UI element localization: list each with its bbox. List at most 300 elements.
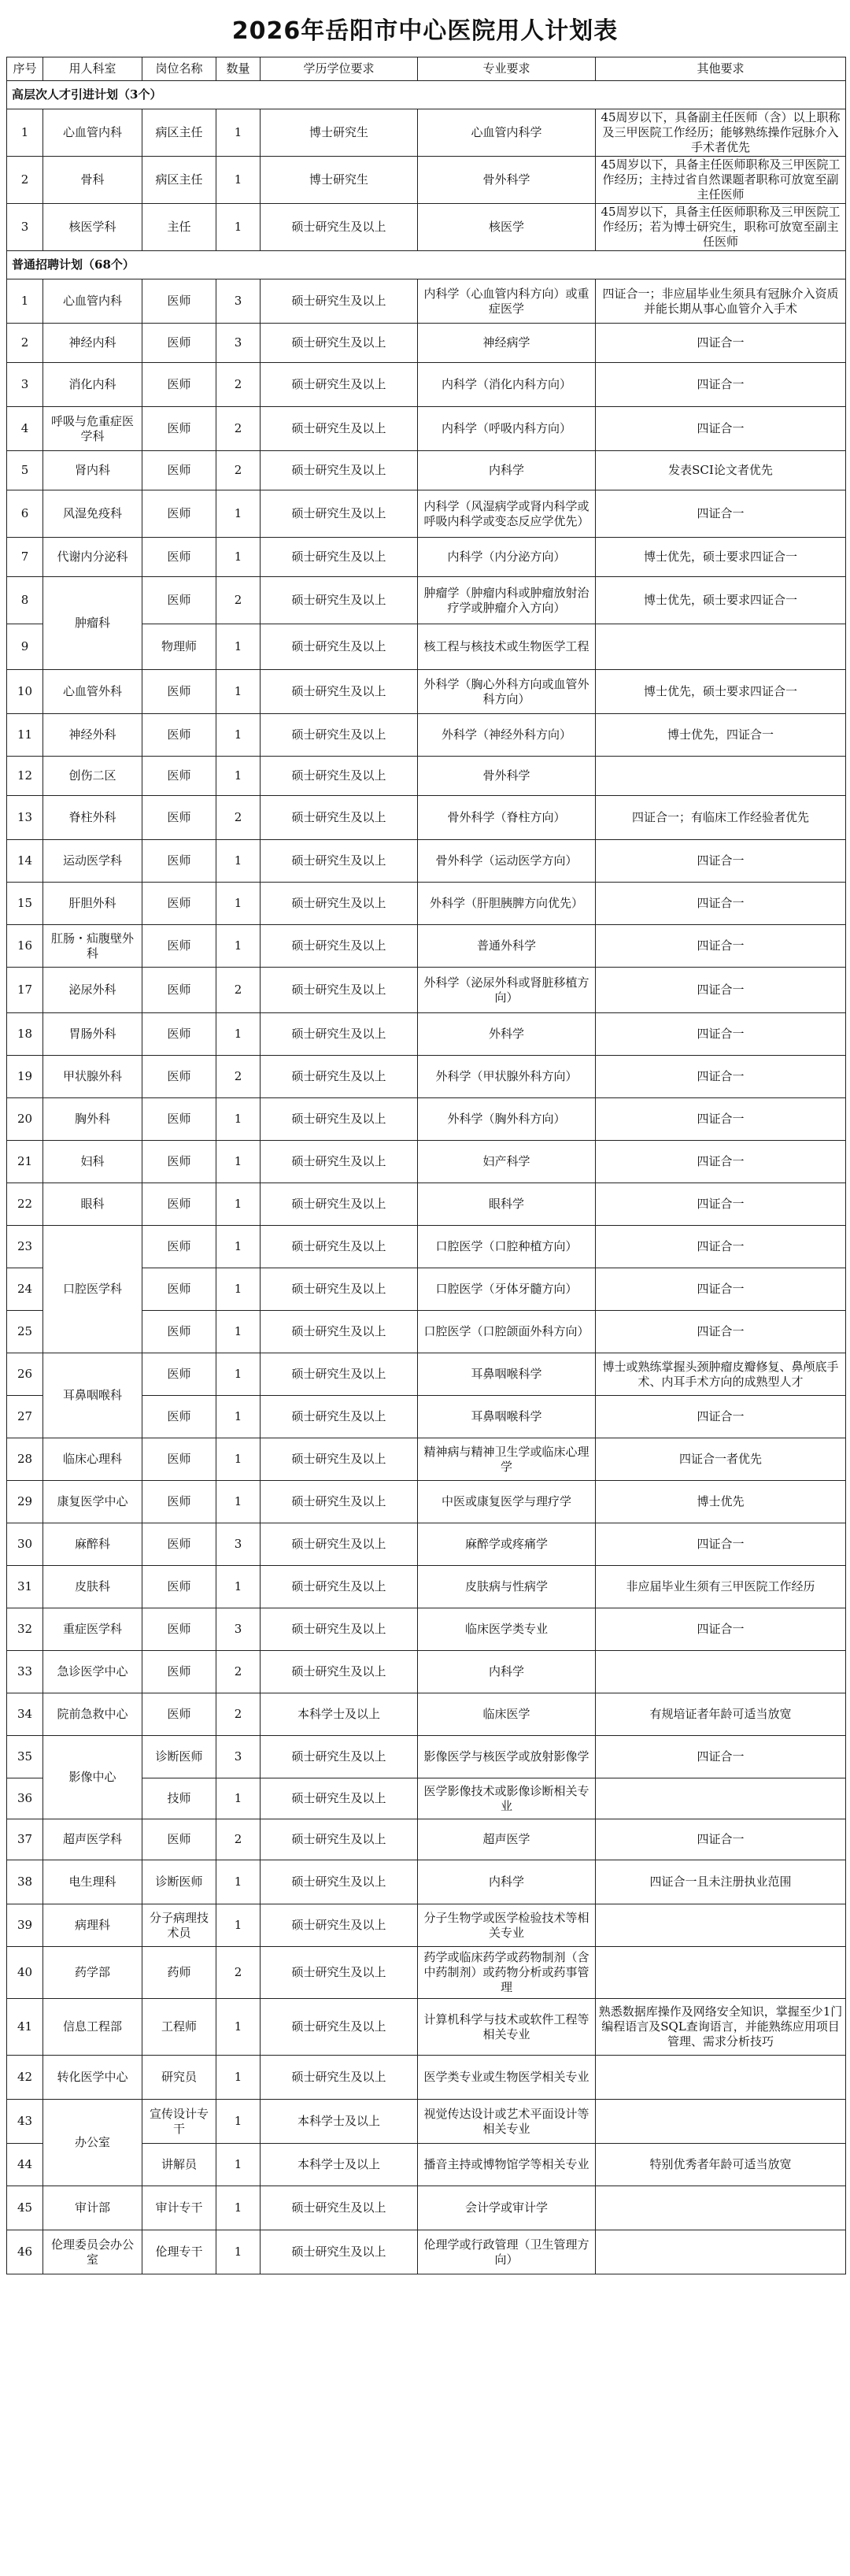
cell-post: 医师 xyxy=(142,1396,216,1438)
cell-other: 四证合一；非应届毕业生须具有冠脉介入资质并能长期从事心血管介入手术 xyxy=(596,279,846,324)
table-row xyxy=(7,2100,846,2144)
cell-major: 妇产科学 xyxy=(418,1141,596,1183)
cell-other xyxy=(596,1651,846,1693)
cell-dept: 病理科 xyxy=(43,1904,142,1947)
cell-major: 药学或临床药学或药物制剂（含中药制剂）或药物分析或药事管理 xyxy=(418,1947,596,1999)
section-header-row xyxy=(7,81,846,109)
cell-post: 研究员 xyxy=(142,2056,216,2100)
cell-major: 骨外科学（运动医学方向） xyxy=(418,840,596,883)
cell-no: 45 xyxy=(7,2186,43,2230)
cell-edu: 硕士研究生及以上 xyxy=(261,1438,418,1481)
cell-no: 8 xyxy=(7,577,43,624)
cell-other xyxy=(596,2186,846,2230)
cell-dept: 办公室 xyxy=(43,2100,142,2186)
cell-qty: 2 xyxy=(216,407,261,451)
table-row xyxy=(7,451,846,490)
table-row xyxy=(7,883,846,925)
cell-qty: 1 xyxy=(216,2056,261,2100)
cell-other xyxy=(596,1778,846,1819)
cell-other: 有规培证者年龄可适当放宽 xyxy=(596,1693,846,1736)
cell-major: 计算机科学与技术或软件工程等相关专业 xyxy=(418,1999,596,2056)
cell-post: 医师 xyxy=(142,1693,216,1736)
cell-post: 医师 xyxy=(142,1481,216,1523)
cell-edu: 硕士研究生及以上 xyxy=(261,279,418,324)
cell-no: 46 xyxy=(7,2230,43,2274)
table-row xyxy=(7,490,846,538)
cell-qty: 1 xyxy=(216,1098,261,1141)
cell-no: 9 xyxy=(7,624,43,670)
page-title: 2026年岳阳市中心医院用人计划表 xyxy=(231,17,619,45)
cell-edu: 硕士研究生及以上 xyxy=(261,796,418,840)
cell-dept: 康复医学中心 xyxy=(43,1481,142,1523)
table-row xyxy=(7,157,846,204)
cell-other: 四证合一 xyxy=(596,1311,846,1353)
cell-no: 14 xyxy=(7,840,43,883)
cell-qty: 1 xyxy=(216,1226,261,1268)
cell-edu: 硕士研究生及以上 xyxy=(261,1778,418,1819)
cell-no: 22 xyxy=(7,1183,43,1226)
cell-major: 内科学（呼吸内科方向） xyxy=(418,407,596,451)
cell-other: 四证合一；有临床工作经验者优先 xyxy=(596,796,846,840)
cell-no: 27 xyxy=(7,1396,43,1438)
cell-dept: 重症医学科 xyxy=(43,1608,142,1651)
cell-post: 医师 xyxy=(142,1098,216,1141)
cell-other: 四证合一 xyxy=(596,840,846,883)
cell-other: 发表SCI论文者优先 xyxy=(596,451,846,490)
cell-major: 核工程与核技术或生物医学工程 xyxy=(418,624,596,670)
cell-dept: 神经外科 xyxy=(43,714,142,757)
cell-dept: 信息工程部 xyxy=(43,1999,142,2056)
cell-major: 外科学（甲状腺外科方向） xyxy=(418,1056,596,1098)
cell-major: 普通外科学 xyxy=(418,925,596,968)
cell-major: 临床医学类专业 xyxy=(418,1608,596,1651)
cell-post: 医师 xyxy=(142,1226,216,1268)
cell-dept: 麻醉科 xyxy=(43,1523,142,1566)
cell-other: 四证合一 xyxy=(596,1226,846,1268)
table-row xyxy=(7,1523,846,1566)
cell-dept: 脊柱外科 xyxy=(43,796,142,840)
cell-post: 医师 xyxy=(142,1608,216,1651)
cell-qty: 1 xyxy=(216,1438,261,1481)
cell-qty: 2 xyxy=(216,1056,261,1098)
cell-post: 工程师 xyxy=(142,1999,216,2056)
cell-no: 7 xyxy=(7,538,43,577)
cell-edu: 硕士研究生及以上 xyxy=(261,1819,418,1860)
cell-edu: 硕士研究生及以上 xyxy=(261,1523,418,1566)
cell-qty: 1 xyxy=(216,1141,261,1183)
cell-qty: 3 xyxy=(216,1736,261,1778)
cell-major: 耳鼻咽喉科学 xyxy=(418,1353,596,1396)
cell-no: 33 xyxy=(7,1651,43,1693)
cell-edu: 硕士研究生及以上 xyxy=(261,757,418,796)
cell-no: 42 xyxy=(7,2056,43,2100)
header-dept: 用人科室 xyxy=(43,57,142,81)
cell-no: 44 xyxy=(7,2144,43,2186)
cell-post: 医师 xyxy=(142,363,216,407)
cell-dept: 影像中心 xyxy=(43,1736,142,1819)
cell-no: 40 xyxy=(7,1947,43,1999)
table-row xyxy=(7,1860,846,1904)
cell-no: 5 xyxy=(7,451,43,490)
cell-major: 中医或康复医学与理疗学 xyxy=(418,1481,596,1523)
table-row xyxy=(7,1947,846,1999)
cell-other: 四证合一 xyxy=(596,1608,846,1651)
cell-no: 26 xyxy=(7,1353,43,1396)
cell-edu: 硕士研究生及以上 xyxy=(261,1651,418,1693)
cell-edu: 硕士研究生及以上 xyxy=(261,363,418,407)
cell-post: 诊断医师 xyxy=(142,1860,216,1904)
cell-post: 医师 xyxy=(142,407,216,451)
cell-edu: 硕士研究生及以上 xyxy=(261,577,418,624)
cell-other xyxy=(596,1947,846,1999)
cell-major: 外科学（泌尿外科或肾脏移植方向） xyxy=(418,968,596,1013)
cell-no: 41 xyxy=(7,1999,43,2056)
cell-edu: 博士研究生 xyxy=(261,109,418,157)
cell-other: 四证合一 xyxy=(596,925,846,968)
table-row xyxy=(7,1566,846,1608)
cell-post: 医师 xyxy=(142,796,216,840)
cell-post: 医师 xyxy=(142,1353,216,1396)
cell-edu: 硕士研究生及以上 xyxy=(261,2056,418,2100)
cell-qty: 1 xyxy=(216,925,261,968)
cell-qty: 1 xyxy=(216,490,261,538)
table-row xyxy=(7,796,846,840)
cell-edu: 硕士研究生及以上 xyxy=(261,1098,418,1141)
cell-edu: 硕士研究生及以上 xyxy=(261,624,418,670)
cell-other: 四证合一 xyxy=(596,1268,846,1311)
cell-major: 耳鼻咽喉科学 xyxy=(418,1396,596,1438)
cell-edu: 硕士研究生及以上 xyxy=(261,1396,418,1438)
cell-major: 医学影像技术或影像诊断相关专业 xyxy=(418,1778,596,1819)
table-row xyxy=(7,1353,846,1396)
table-header-row xyxy=(7,57,846,81)
cell-edu: 硕士研究生及以上 xyxy=(261,968,418,1013)
cell-dept: 皮肤科 xyxy=(43,1566,142,1608)
cell-major: 肿瘤学（肿瘤内科或肿瘤放射治疗学或肿瘤介入方向） xyxy=(418,577,596,624)
cell-other: 四证合一 xyxy=(596,1819,846,1860)
cell-dept: 肾内科 xyxy=(43,451,142,490)
cell-other: 四证合一 xyxy=(596,363,846,407)
cell-dept: 电生理科 xyxy=(43,1860,142,1904)
cell-qty: 2 xyxy=(216,1693,261,1736)
cell-other xyxy=(596,757,846,796)
cell-no: 1 xyxy=(7,279,43,324)
cell-no: 24 xyxy=(7,1268,43,1311)
cell-other: 博士优先，硕士要求四证合一 xyxy=(596,577,846,624)
cell-major: 骨外科学 xyxy=(418,157,596,204)
cell-qty: 1 xyxy=(216,1566,261,1608)
cell-no: 2 xyxy=(7,324,43,363)
cell-other: 四证合一 xyxy=(596,1098,846,1141)
cell-post: 医师 xyxy=(142,1651,216,1693)
cell-post: 医师 xyxy=(142,1819,216,1860)
cell-edu: 硕士研究生及以上 xyxy=(261,1353,418,1396)
table-row xyxy=(7,1013,846,1056)
cell-post: 医师 xyxy=(142,279,216,324)
cell-no: 37 xyxy=(7,1819,43,1860)
cell-other: 四证合一 xyxy=(596,407,846,451)
cell-qty: 2 xyxy=(216,1819,261,1860)
section-header-row xyxy=(7,251,846,279)
cell-major: 精神病与精神卫生学或临床心理学 xyxy=(418,1438,596,1481)
cell-edu: 本科学士及以上 xyxy=(261,2100,418,2144)
cell-post: 医师 xyxy=(142,757,216,796)
cell-post: 讲解员 xyxy=(142,2144,216,2186)
cell-qty: 1 xyxy=(216,2230,261,2274)
cell-qty: 1 xyxy=(216,538,261,577)
cell-edu: 硕士研究生及以上 xyxy=(261,840,418,883)
cell-qty: 1 xyxy=(216,883,261,925)
cell-dept: 伦理委员会办公室 xyxy=(43,2230,142,2274)
cell-other: 非应届毕业生须有三甲医院工作经历 xyxy=(596,1566,846,1608)
table-row xyxy=(7,714,846,757)
cell-edu: 硕士研究生及以上 xyxy=(261,670,418,714)
cell-dept: 消化内科 xyxy=(43,363,142,407)
cell-edu: 硕士研究生及以上 xyxy=(261,1566,418,1608)
cell-dept: 临床心理科 xyxy=(43,1438,142,1481)
cell-qty: 3 xyxy=(216,1608,261,1651)
table-row xyxy=(7,1819,846,1860)
cell-post: 医师 xyxy=(142,577,216,624)
cell-dept: 肿瘤科 xyxy=(43,577,142,670)
cell-no: 21 xyxy=(7,1141,43,1183)
cell-edu: 本科学士及以上 xyxy=(261,2144,418,2186)
cell-major: 影像医学与核医学或放射影像学 xyxy=(418,1736,596,1778)
cell-other: 特别优秀者年龄可适当放宽 xyxy=(596,2144,846,2186)
cell-qty: 1 xyxy=(216,1778,261,1819)
cell-major: 临床医学 xyxy=(418,1693,596,1736)
cell-dept: 妇科 xyxy=(43,1141,142,1183)
cell-major: 眼科学 xyxy=(418,1183,596,1226)
cell-other: 四证合一者优先 xyxy=(596,1438,846,1481)
cell-dept: 胸外科 xyxy=(43,1098,142,1141)
cell-qty: 3 xyxy=(216,279,261,324)
cell-edu: 硕士研究生及以上 xyxy=(261,1736,418,1778)
cell-edu: 硕士研究生及以上 xyxy=(261,490,418,538)
cell-major: 外科学（胸心外科方向或血管外科方向） xyxy=(418,670,596,714)
cell-post: 药师 xyxy=(142,1947,216,1999)
cell-other: 45周岁以下，具备副主任医师（含）以上职称及三甲医院工作经历；能够熟练操作冠脉介入手术者优先 xyxy=(596,109,846,157)
cell-post: 医师 xyxy=(142,1056,216,1098)
cell-no: 38 xyxy=(7,1860,43,1904)
table-row xyxy=(7,1999,846,2056)
cell-post: 医师 xyxy=(142,714,216,757)
table-row xyxy=(7,1904,846,1947)
table-row xyxy=(7,1141,846,1183)
cell-no: 34 xyxy=(7,1693,43,1736)
cell-dept: 眼科 xyxy=(43,1183,142,1226)
cell-edu: 硕士研究生及以上 xyxy=(261,714,418,757)
cell-qty: 1 xyxy=(216,670,261,714)
cell-qty: 1 xyxy=(216,1481,261,1523)
cell-other: 四证合一 xyxy=(596,968,846,1013)
cell-no: 11 xyxy=(7,714,43,757)
cell-dept: 胃肠外科 xyxy=(43,1013,142,1056)
cell-edu: 硕士研究生及以上 xyxy=(261,324,418,363)
cell-qty: 1 xyxy=(216,1860,261,1904)
cell-major: 内科学（心血管内科方向）或重症医学 xyxy=(418,279,596,324)
table-row xyxy=(7,538,846,577)
cell-post: 病区主任 xyxy=(142,109,216,157)
cell-post: 医师 xyxy=(142,1183,216,1226)
cell-post: 医师 xyxy=(142,1311,216,1353)
cell-qty: 2 xyxy=(216,1947,261,1999)
cell-qty: 1 xyxy=(216,840,261,883)
cell-edu: 硕士研究生及以上 xyxy=(261,1947,418,1999)
cell-edu: 硕士研究生及以上 xyxy=(261,204,418,251)
cell-major: 骨外科学 xyxy=(418,757,596,796)
cell-post: 病区主任 xyxy=(142,157,216,204)
cell-major: 会计学或审计学 xyxy=(418,2186,596,2230)
cell-dept: 神经内科 xyxy=(43,324,142,363)
cell-qty: 1 xyxy=(216,757,261,796)
cell-major: 播音主持或博物馆学等相关专业 xyxy=(418,2144,596,2186)
cell-no: 15 xyxy=(7,883,43,925)
cell-post: 医师 xyxy=(142,925,216,968)
header-qty: 数量 xyxy=(216,57,261,81)
cell-post: 医师 xyxy=(142,1438,216,1481)
cell-major: 内科学（内分泌方向） xyxy=(418,538,596,577)
header-major: 专业要求 xyxy=(418,57,596,81)
cell-edu: 硕士研究生及以上 xyxy=(261,538,418,577)
cell-no: 29 xyxy=(7,1481,43,1523)
cell-qty: 2 xyxy=(216,363,261,407)
table-row xyxy=(7,109,846,157)
cell-major: 内科学 xyxy=(418,1860,596,1904)
cell-major: 外科学（肝胆胰脾方向优先） xyxy=(418,883,596,925)
cell-major: 口腔医学（牙体牙髓方向） xyxy=(418,1268,596,1311)
cell-post: 医师 xyxy=(142,324,216,363)
cell-qty: 1 xyxy=(216,1183,261,1226)
cell-no: 1 xyxy=(7,109,43,157)
cell-post: 医师 xyxy=(142,538,216,577)
cell-no: 10 xyxy=(7,670,43,714)
cell-edu: 硕士研究生及以上 xyxy=(261,1268,418,1311)
cell-major: 内科学 xyxy=(418,1651,596,1693)
cell-post: 医师 xyxy=(142,670,216,714)
cell-no: 17 xyxy=(7,968,43,1013)
cell-dept: 肝胆外科 xyxy=(43,883,142,925)
cell-post: 伦理专干 xyxy=(142,2230,216,2274)
cell-other xyxy=(596,2100,846,2144)
cell-other xyxy=(596,2056,846,2100)
cell-qty: 2 xyxy=(216,796,261,840)
cell-dept: 口腔医学科 xyxy=(43,1226,142,1353)
cell-other: 博士优先，硕士要求四证合一 xyxy=(596,538,846,577)
section-title: 普通招聘计划（68个） xyxy=(7,251,846,279)
cell-other: 四证合一 xyxy=(596,1396,846,1438)
cell-dept: 审计部 xyxy=(43,2186,142,2230)
cell-no: 12 xyxy=(7,757,43,796)
cell-edu: 硕士研究生及以上 xyxy=(261,1141,418,1183)
cell-post: 医师 xyxy=(142,1523,216,1566)
cell-no: 3 xyxy=(7,363,43,407)
table-row xyxy=(7,279,846,324)
cell-no: 31 xyxy=(7,1566,43,1608)
table-row xyxy=(7,1226,846,1268)
section-title: 高层次人才引进计划（3个） xyxy=(7,81,846,109)
cell-qty: 1 xyxy=(216,1353,261,1396)
cell-other xyxy=(596,2230,846,2274)
cell-qty: 2 xyxy=(216,577,261,624)
table-row xyxy=(7,2056,846,2100)
cell-other: 四证合一 xyxy=(596,1056,846,1098)
cell-major: 外科学 xyxy=(418,1013,596,1056)
cell-major: 内科学（消化内科方向） xyxy=(418,363,596,407)
table-row xyxy=(7,925,846,968)
cell-post: 物理师 xyxy=(142,624,216,670)
cell-no: 43 xyxy=(7,2100,43,2144)
cell-post: 医师 xyxy=(142,1566,216,1608)
table-row xyxy=(7,407,846,451)
cell-post: 主任 xyxy=(142,204,216,251)
cell-qty: 1 xyxy=(216,1268,261,1311)
cell-major: 心血管内科学 xyxy=(418,109,596,157)
table-row xyxy=(7,204,846,251)
cell-other: 博士优先，硕士要求四证合一 xyxy=(596,670,846,714)
table-row xyxy=(7,1608,846,1651)
cell-dept: 超声医学科 xyxy=(43,1819,142,1860)
cell-no: 6 xyxy=(7,490,43,538)
cell-qty: 1 xyxy=(216,1999,261,2056)
cell-no: 28 xyxy=(7,1438,43,1481)
table-row xyxy=(7,1183,846,1226)
cell-edu: 硕士研究生及以上 xyxy=(261,1013,418,1056)
cell-major: 超声医学 xyxy=(418,1819,596,1860)
cell-qty: 1 xyxy=(216,1013,261,1056)
header-post: 岗位名称 xyxy=(142,57,216,81)
cell-edu: 硕士研究生及以上 xyxy=(261,1226,418,1268)
table-row xyxy=(7,324,846,363)
cell-other xyxy=(596,1904,846,1947)
cell-post: 医师 xyxy=(142,840,216,883)
cell-dept: 急诊医学中心 xyxy=(43,1651,142,1693)
cell-post: 诊断医师 xyxy=(142,1736,216,1778)
table-row xyxy=(7,1098,846,1141)
recruitment-table xyxy=(6,57,846,2274)
cell-qty: 3 xyxy=(216,324,261,363)
cell-edu: 本科学士及以上 xyxy=(261,1693,418,1736)
cell-qty: 2 xyxy=(216,451,261,490)
cell-edu: 硕士研究生及以上 xyxy=(261,1481,418,1523)
table-row xyxy=(7,1438,846,1481)
cell-no: 19 xyxy=(7,1056,43,1098)
table-row xyxy=(7,1056,846,1098)
cell-no: 20 xyxy=(7,1098,43,1141)
cell-qty: 1 xyxy=(216,1904,261,1947)
cell-edu: 博士研究生 xyxy=(261,157,418,204)
cell-post: 医师 xyxy=(142,451,216,490)
cell-major: 外科学（胸外科方向） xyxy=(418,1098,596,1141)
cell-qty: 1 xyxy=(216,204,261,251)
cell-dept: 转化医学中心 xyxy=(43,2056,142,2100)
cell-qty: 1 xyxy=(216,1396,261,1438)
cell-edu: 硕士研究生及以上 xyxy=(261,1904,418,1947)
cell-major: 麻醉学或疼痛学 xyxy=(418,1523,596,1566)
table-row xyxy=(7,1481,846,1523)
cell-dept: 药学部 xyxy=(43,1947,142,1999)
cell-edu: 硕士研究生及以上 xyxy=(261,2230,418,2274)
cell-qty: 3 xyxy=(216,1523,261,1566)
cell-other: 四证合一 xyxy=(596,1013,846,1056)
cell-edu: 硕士研究生及以上 xyxy=(261,883,418,925)
cell-major: 伦理学或行政管理（卫生管理方向） xyxy=(418,2230,596,2274)
cell-dept: 泌尿外科 xyxy=(43,968,142,1013)
cell-other: 四证合一 xyxy=(596,1141,846,1183)
cell-other: 四证合一 xyxy=(596,324,846,363)
cell-post: 技师 xyxy=(142,1778,216,1819)
cell-no: 35 xyxy=(7,1736,43,1778)
